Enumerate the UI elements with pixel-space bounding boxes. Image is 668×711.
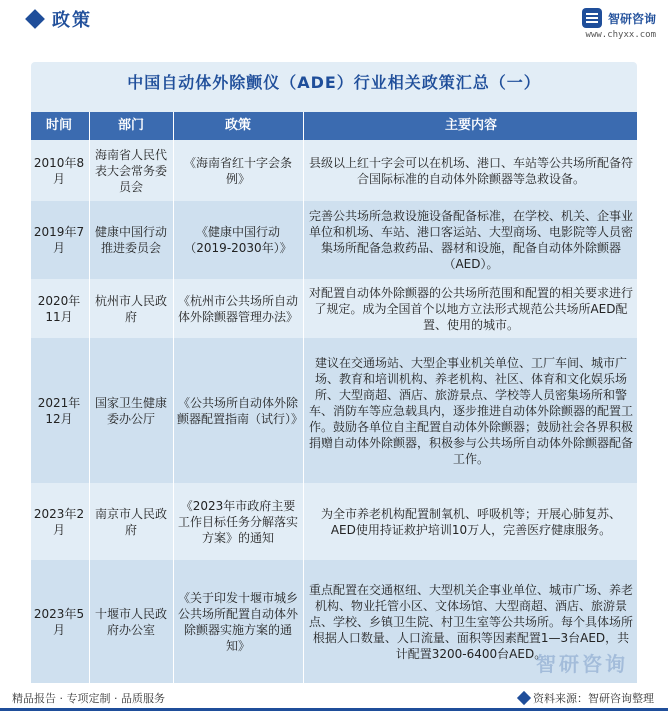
brand-url: www.chyxx.com (585, 30, 656, 40)
brand (582, 8, 656, 40)
footer-source-text: 资料来源：智研咨询整理 (533, 692, 654, 705)
page-title: 政策 (52, 10, 92, 31)
policy-table-card (31, 62, 637, 683)
cell-dept: 海南省人民代表大会常务委员会 (94, 147, 167, 194)
cell-policy: 《海南省红十字会条例》 (183, 155, 292, 186)
cell-dept: 十堰市人民政府办公室 (94, 606, 167, 637)
footer-source (519, 690, 654, 706)
brand-name: 智研咨询 (607, 11, 656, 26)
table-row (31, 201, 637, 279)
page-footer (0, 683, 668, 711)
cell-content: 为全市养老机构配置制氧机、呼吸机等；开展心肺复苏、AED使用持证救护培训10万人，完善医疗健康服务。 (320, 506, 621, 537)
cell-dept: 国家卫生健康委办公厅 (94, 395, 167, 426)
col-header-content: 主要内容 (444, 118, 497, 133)
table-row (31, 338, 637, 483)
cell-time: 2019年7月 (33, 225, 85, 255)
col-header-time: 时间 (45, 118, 72, 133)
cell-time: 2023年2月 (33, 506, 85, 537)
cell-content: 对配置自动体外除颤器的公共场所范围和配置的相关要求进行了规定。成为全国首个以地方立法形式规范公共场所AED配置、使用的城市。 (309, 285, 634, 332)
watermark: 智研咨询 (536, 652, 628, 676)
cell-content: 建议在交通场站、大型企事业机关单位、工厂车间、城市广场、教育和培训机构、养老机构、社区、体育和文化娱乐场所、大型商超、酒店、旅游景点、学校等人员密集场所和警车、消防车等应急载具内，逐步推进自动体外除颤器的配置工作。鼓励各单位自主配置自动体外除颤器；鼓励社会各界积极捐赠自动体外除颤器，积极参与公共场所自动体外除颤器配备工作。 (309, 355, 634, 466)
cell-policy: 《杭州市公共场所自动体外除颤器管理办法》 (177, 293, 298, 324)
cell-dept: 南京市人民政府 (94, 506, 167, 537)
col-header-dept: 部门 (117, 118, 144, 133)
table-header (31, 112, 637, 140)
cell-time: 2020年11月 (37, 293, 81, 324)
table-title: 中国自动体外除颤仪（ADE）行业相关政策汇总（一） (127, 73, 541, 92)
page-header (0, 0, 668, 48)
cell-time: 2023年5月 (33, 606, 85, 637)
cell-dept: 杭州市人民政府 (94, 293, 167, 324)
column-divider (89, 112, 90, 683)
footer-tagline: 精品报告 · 专项定制 · 品质服务 (12, 692, 165, 705)
cell-time: 2010年8月 (33, 155, 85, 186)
table-row (31, 141, 637, 200)
column-divider (173, 112, 174, 683)
brand-logo-icon (582, 8, 602, 28)
cell-content: 完善公共场所急救设施设备配备标准，在学校、机关、企事业单位和机场、车站、港口客运站、大型商场、电影院等人员密集场所配备急救药品、器材和设施，配备自动体外除颤器（AED）。 (309, 209, 634, 271)
cell-policy: 《2023年市政府主要工作目标任务分解落实方案》的通知 (177, 498, 298, 545)
cell-time: 2021年12月 (37, 395, 81, 426)
column-divider (303, 112, 304, 683)
cell-dept: 健康中国行动推进委员会 (94, 225, 167, 255)
cell-content: 重点配置在交通枢纽、大型机关企事业单位、城市广场、养老机构、物业托管小区、文体场馆、大型商超、酒店、旅游景点、学校、乡镇卫生院、村卫生室等公共场所。每个具体场所根据人口数量、人口流量、面积等因素配置1—3台AED，共计配置3200-6400台AED。 (309, 582, 634, 661)
table-row (31, 484, 637, 559)
cell-content: 县级以上红十字会可以在机场、港口、车站等公共场所配备符合国际标准的自动体外除颤器等急救设备。 (309, 155, 634, 186)
cell-policy: 《健康中国行动（2019-2030年）》 (184, 225, 292, 255)
cell-policy: 《关于印发十堰市城乡公共场所配置自动体外除颤器实施方案的通知》 (177, 590, 298, 653)
source-icon (517, 691, 531, 705)
diamond-icon (25, 9, 45, 29)
cell-policy: 《公共场所自动体外除颤器配置指南（试行）》 (177, 395, 304, 426)
table-row (31, 280, 637, 337)
col-header-policy: 政策 (224, 118, 251, 133)
